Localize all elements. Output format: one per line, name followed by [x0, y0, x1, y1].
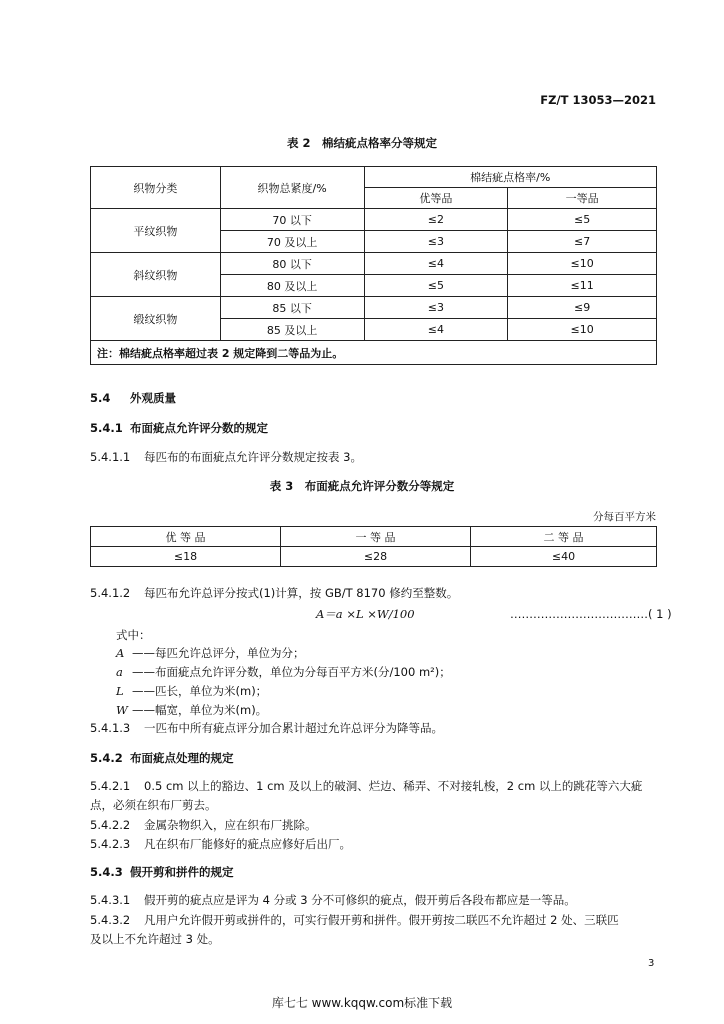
premium-cell: ≤4	[364, 253, 508, 275]
clause-text: 凡在织布厂能修好的疵点应修好后出厂。	[144, 837, 351, 851]
clause-number: 5.4.1.3	[90, 721, 131, 735]
clause-number: 5.4.2.3	[90, 837, 131, 851]
header-category: 织物分类	[91, 167, 221, 209]
clause-text: 每匹布允许总评分按式(1)计算，按 GB/T 8170 修约至整数。	[144, 586, 459, 600]
premium-cell: ≤5	[364, 275, 508, 297]
clause-number: 5.4.3.2	[90, 913, 131, 927]
section-number: 5.4.3	[90, 865, 123, 879]
section-title: 布面疵点允许评分数的规定	[130, 421, 268, 435]
header-second: 二 等 品	[471, 527, 657, 547]
tightness-cell: 85 及以上	[220, 319, 364, 341]
clause-text: 一匹布中所有疵点评分加合累计超过允许总评分为降等品。	[144, 721, 443, 735]
table3-unit: 分每百平方米	[593, 511, 656, 523]
premium-cell: ≤3	[364, 231, 508, 253]
clause-text: 0.5 cm 以上的豁边、1 cm 及以上的破洞、烂边、稀弄、不对接轧梭，2 cm 以上的跳花等六大疵	[144, 779, 643, 793]
symbol: A	[116, 646, 125, 660]
category-cell: 斜纹织物	[91, 253, 221, 297]
first-cell: ≤10	[508, 253, 657, 275]
first-cell: ≤7	[508, 231, 657, 253]
formula-label: ( 1 )	[648, 607, 672, 621]
clause-text: 金属杂物织入，应在织布厂挑除。	[144, 818, 317, 832]
symbol-desc: ——布面疵点允许评分数，单位为分每百平方米(分/100 m²)；	[132, 665, 451, 679]
symbol: L	[116, 684, 124, 698]
header-premium: 优 等 品	[91, 527, 281, 547]
header-premium: 优等品	[364, 188, 508, 209]
table2-note: 注：棉结疵点格率超过表 2 规定降到二等品为止。	[91, 341, 657, 365]
footer-watermark: 库七七 www.kqqw.com标准下载	[271, 996, 453, 1010]
value-first: ≤28	[281, 547, 471, 567]
clause-number: 5.4.3.1	[90, 893, 131, 907]
symbol: a	[116, 665, 123, 679]
header-rate: 棉结疵点格率/%	[364, 167, 657, 188]
section-number: 5.4.1	[90, 421, 123, 435]
symbol-desc: ——幅宽，单位为米(m)。	[132, 703, 268, 717]
category-cell: 缎纹织物	[91, 297, 221, 341]
header-first: 一 等 品	[281, 527, 471, 547]
table2	[90, 166, 657, 365]
premium-cell: ≤3	[364, 297, 508, 319]
clause-number: 5.4.2.1	[90, 779, 131, 793]
clause-text: 凡用户允许假开剪或拼件的，可实行假开剪和拼件。假开剪按二联匹不允许超过 2 处、三联匹	[144, 913, 619, 927]
premium-cell: ≤4	[364, 319, 508, 341]
table3	[90, 526, 657, 567]
tightness-cell: 80 及以上	[220, 275, 364, 297]
tightness-cell: 85 以下	[220, 297, 364, 319]
value-premium: ≤18	[91, 547, 281, 567]
section-number: 5.4	[90, 391, 111, 405]
section-title: 布面疵点处理的规定	[130, 751, 234, 765]
where-label: 式中：	[116, 628, 151, 642]
header-first: 一等品	[508, 188, 657, 209]
clause-number: 5.4.1.2	[90, 586, 131, 600]
first-cell: ≤9	[508, 297, 657, 319]
page-number: 3	[648, 958, 655, 969]
tightness-cell: 70 以下	[220, 209, 364, 231]
premium-cell: ≤2	[364, 209, 508, 231]
first-cell: ≤10	[508, 319, 657, 341]
section-number: 5.4.2	[90, 751, 123, 765]
symbol-desc: ——匹长，单位为米(m)；	[132, 684, 268, 698]
section-title: 外观质量	[130, 391, 176, 405]
clause-number: 5.4.2.2	[90, 818, 131, 832]
table2-title: 表 2 棉结疵点格率分等规定	[286, 136, 437, 150]
clause-text-cont: 及以上不允许超过 3 处。	[90, 932, 220, 946]
symbol: W	[116, 703, 128, 717]
clause-text: 每匹布的布面疵点允许评分数规定按表 3。	[144, 450, 362, 464]
clause-text: 假开剪的疵点应是评为 4 分或 3 分不可修织的疵点，假开剪后各段布都应是一等品。	[144, 893, 576, 907]
header-tightness: 织物总紧度/%	[220, 167, 364, 209]
formula-leader-dots: ………………………………	[510, 607, 648, 621]
formula: A＝a ×L ×W/100	[316, 607, 415, 621]
first-cell: ≤5	[508, 209, 657, 231]
value-second: ≤40	[471, 547, 657, 567]
tightness-cell: 70 及以上	[220, 231, 364, 253]
first-cell: ≤11	[508, 275, 657, 297]
symbol-desc: ——每匹允许总评分，单位为分；	[132, 646, 305, 660]
table3-title: 表 3 布面疵点允许评分数分等规定	[269, 479, 455, 493]
clause-text-cont: 点，必须在织布厂剪去。	[90, 798, 217, 812]
clause-number: 5.4.1.1	[90, 450, 131, 464]
category-cell: 平纹织物	[91, 209, 221, 253]
standard-number: FZ/T 13053—2021	[540, 93, 656, 107]
tightness-cell: 80 以下	[220, 253, 364, 275]
section-title: 假开剪和拼件的规定	[130, 865, 234, 879]
